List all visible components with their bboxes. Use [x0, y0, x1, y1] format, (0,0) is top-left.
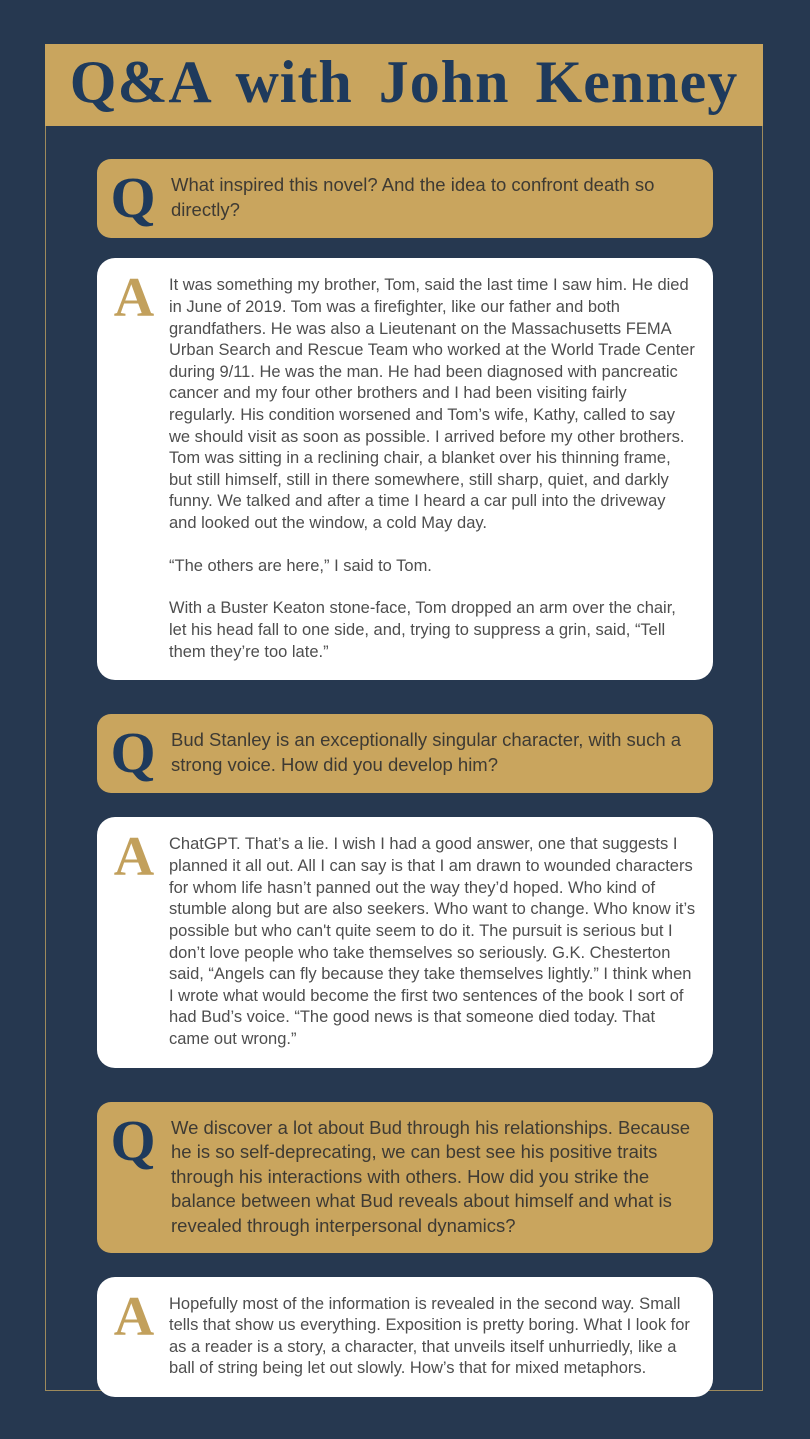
answer-card-2	[97, 817, 713, 1067]
q-letter: Q	[110, 165, 156, 230]
q-letter: Q	[110, 720, 156, 786]
answer-paragraph: It was something my brother, Tom, said the last time I saw him. He died in June of 2019. Tom was a firefighter, like our father and both grandfathers. He was also a Lieutenant on the Massachusetts FEMA Urban Search and Rescue Team who worked at the World Trade Center during 9/11. He was the man. He had been diagnosed with pancreatic cancer and my four other brothers and I had been visiting fairly regularly. His condition worsened and Tom’s wife, Kathy, called to say we should visit as soon as possible. I arrived before my other brothers. Tom was sitting in a reclining chair, a blanket over his thinning frame, but still himself, still in there somewhere, still sharp, quiet, and darkly funny. We talked and after a time I heard a car pull into the driveway and looked out the window, a cold May day.	[169, 276, 695, 533]
question-card-3	[97, 1102, 713, 1253]
answer-text	[169, 275, 697, 663]
a-letter: A	[113, 267, 155, 330]
question-card-1	[97, 159, 713, 238]
a-letter: A	[113, 826, 155, 889]
q-letter: Q	[110, 1107, 156, 1173]
answer-paragraph: “The others are here,” I said to Tom.	[169, 556, 432, 575]
answer-paragraph: Hopefully most of the information is revealed in the second way. Small tells that show us everything. Exposition is pretty boring. What I look for as a reader is a story, a character, that unveils itself unhurriedly, like a ball of string being let out slowly. How’s that for mixed metaphors.	[169, 1294, 690, 1378]
answer-card-1	[97, 258, 713, 680]
answer-card-3	[97, 1277, 713, 1397]
question-text: What inspired this novel? And the idea to confront death so directly?	[171, 174, 655, 220]
question-text: Bud Stanley is an exceptionally singular character, with such a strong voice. How did you develop him?	[171, 729, 682, 775]
answer-paragraph: With a Buster Keaton stone-face, Tom dropped an arm over the chair, let his head fall to one side, and, trying to suppress a grin, said, “Tell them they’re too late.”	[169, 599, 676, 661]
answer-text	[169, 1294, 697, 1380]
page-title: Q&A with John Kenney	[69, 49, 739, 115]
question-text: We discover a lot about Bud through his relationships. Because he is so self-deprecating, we can best see his positive traits through his interactions with others. How did you strike the balance between what Bud reveals about himself and what is revealed through interpersonal dynamics?	[171, 1116, 690, 1236]
answer-text	[169, 834, 697, 1050]
a-letter: A	[113, 1285, 155, 1348]
question-card-2	[97, 714, 713, 793]
qa-content	[46, 126, 762, 1397]
answer-paragraph: ChatGPT. That’s a lie. I wish I had a good answer, one that suggests I planned it all out. All I can say is that I am drawn to wounded characters for whom life hasn’t panned out the way they’d hoped. Who kind of stumble along but are also seekers. Who want to change. Who know it’s possible but who can't quite seem to do it. The pursuit is serious but I don’t love people who take themselves so seriously. G.K. Chesterton said, “Angels can fly because they take themselves lightly.” I think when I wrote what would become the first two sentences of the book I sort of had Bud’s voice. “The good news is that someone died today. That came out wrong.”	[169, 835, 696, 1048]
decorative-frame	[45, 44, 763, 1391]
page-header	[45, 44, 763, 126]
